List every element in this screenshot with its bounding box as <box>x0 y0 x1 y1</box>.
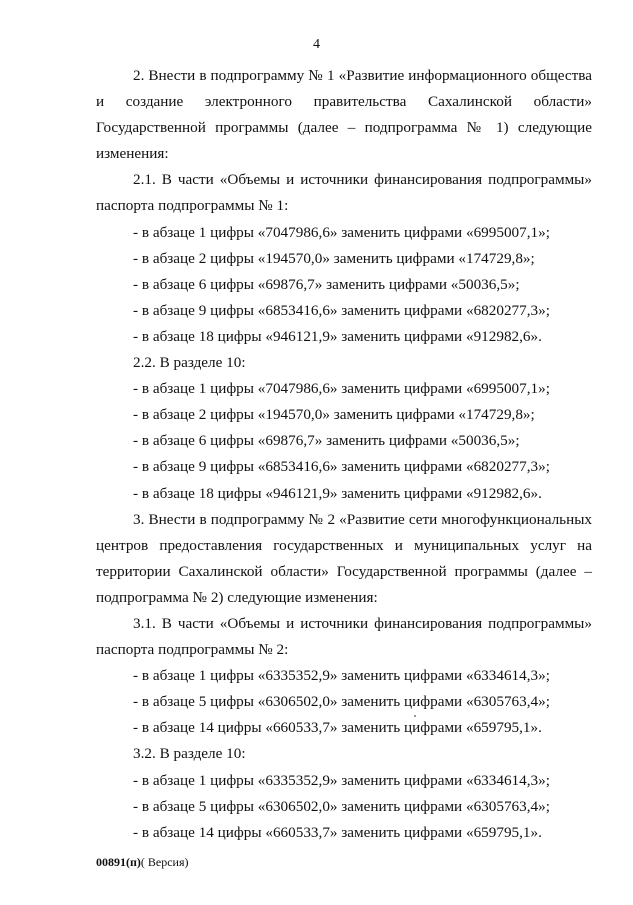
subsection-2-2-heading: 2.2. В разделе 10: <box>133 354 246 372</box>
scan-speck <box>414 715 416 717</box>
list-item: - в абзаце 1 цифры «6335352,9» заменить цифрами «6334614,3»; <box>133 667 550 685</box>
section-2-paragraph: 2. Внести в подпрограмму № 1 «Развитие информационного общества и создание электронного правительства Сахалинской области» Государственной программы (далее – подпрограмма № 1) следующие изменения: <box>96 67 592 163</box>
section-3-paragraph: 3. Внести в подпрограмму № 2 «Развитие сети многофункциональных центров предоставления государственных и муниципальных услуг на территории Сахалинской области» Государственной программы (далее – подпрограмма № 2) следующие изменения: <box>96 510 592 606</box>
subsection-3-2-heading: 3.2. В разделе 10: <box>133 745 246 763</box>
document-footer <box>96 854 189 870</box>
subsection-2-1-heading: 2.1. В части «Объемы и источники финансирования подпрограммы» паспорта подпрограммы № 1: <box>96 171 592 215</box>
list-item: - в абзаце 9 цифры «6853416,6» заменить цифрами «6820277,3»; <box>133 458 550 476</box>
list-item: - в абзаце 14 цифры «660533,7» заменить цифрами «659795,1». <box>133 719 542 737</box>
document-version: ( Версия) <box>140 855 189 869</box>
list-item: - в абзаце 1 цифры «7047986,6» заменить цифрами «6995007,1»; <box>133 223 550 241</box>
list-item: - в абзаце 1 цифры «6335352,9» заменить цифрами «6334614,3»; <box>133 771 550 789</box>
list-item: - в абзаце 2 цифры «194570,0» заменить цифрами «174729,8»; <box>133 406 535 424</box>
list-item: - в абзаце 18 цифры «946121,9» заменить цифрами «912982,6». <box>133 484 542 502</box>
document-body <box>96 63 592 846</box>
list-item: - в абзаце 14 цифры «660533,7» заменить цифрами «659795,1». <box>133 823 542 841</box>
list-item: - в абзаце 18 цифры «946121,9» заменить цифрами «912982,6». <box>133 327 542 345</box>
subsection-3-1-heading: 3.1. В части «Объемы и источники финансирования подпрограммы» паспорта подпрограммы № 2: <box>96 614 592 659</box>
list-item: - в абзаце 2 цифры «194570,0» заменить цифрами «174729,8»; <box>133 249 535 267</box>
list-item: - в абзаце 9 цифры «6853416,6» заменить цифрами «6820277,3»; <box>133 301 550 319</box>
document-code: 00891(п) <box>96 855 141 869</box>
list-item: - в абзаце 1 цифры «7047986,6» заменить цифрами «6995007,1»; <box>133 380 550 398</box>
list-item: - в абзаце 5 цифры «6306502,0» заменить цифрами «6305763,4»; <box>133 797 550 815</box>
list-item: - в абзаце 6 цифры «69876,7» заменить цифрами «50036,5»; <box>133 275 520 293</box>
page-number: 4 <box>313 37 320 52</box>
list-item: - в абзаце 6 цифры «69876,7» заменить цифрами «50036,5»; <box>133 432 520 450</box>
list-item: - в абзаце 5 цифры «6306502,0» заменить цифрами «6305763,4»; <box>133 693 550 711</box>
